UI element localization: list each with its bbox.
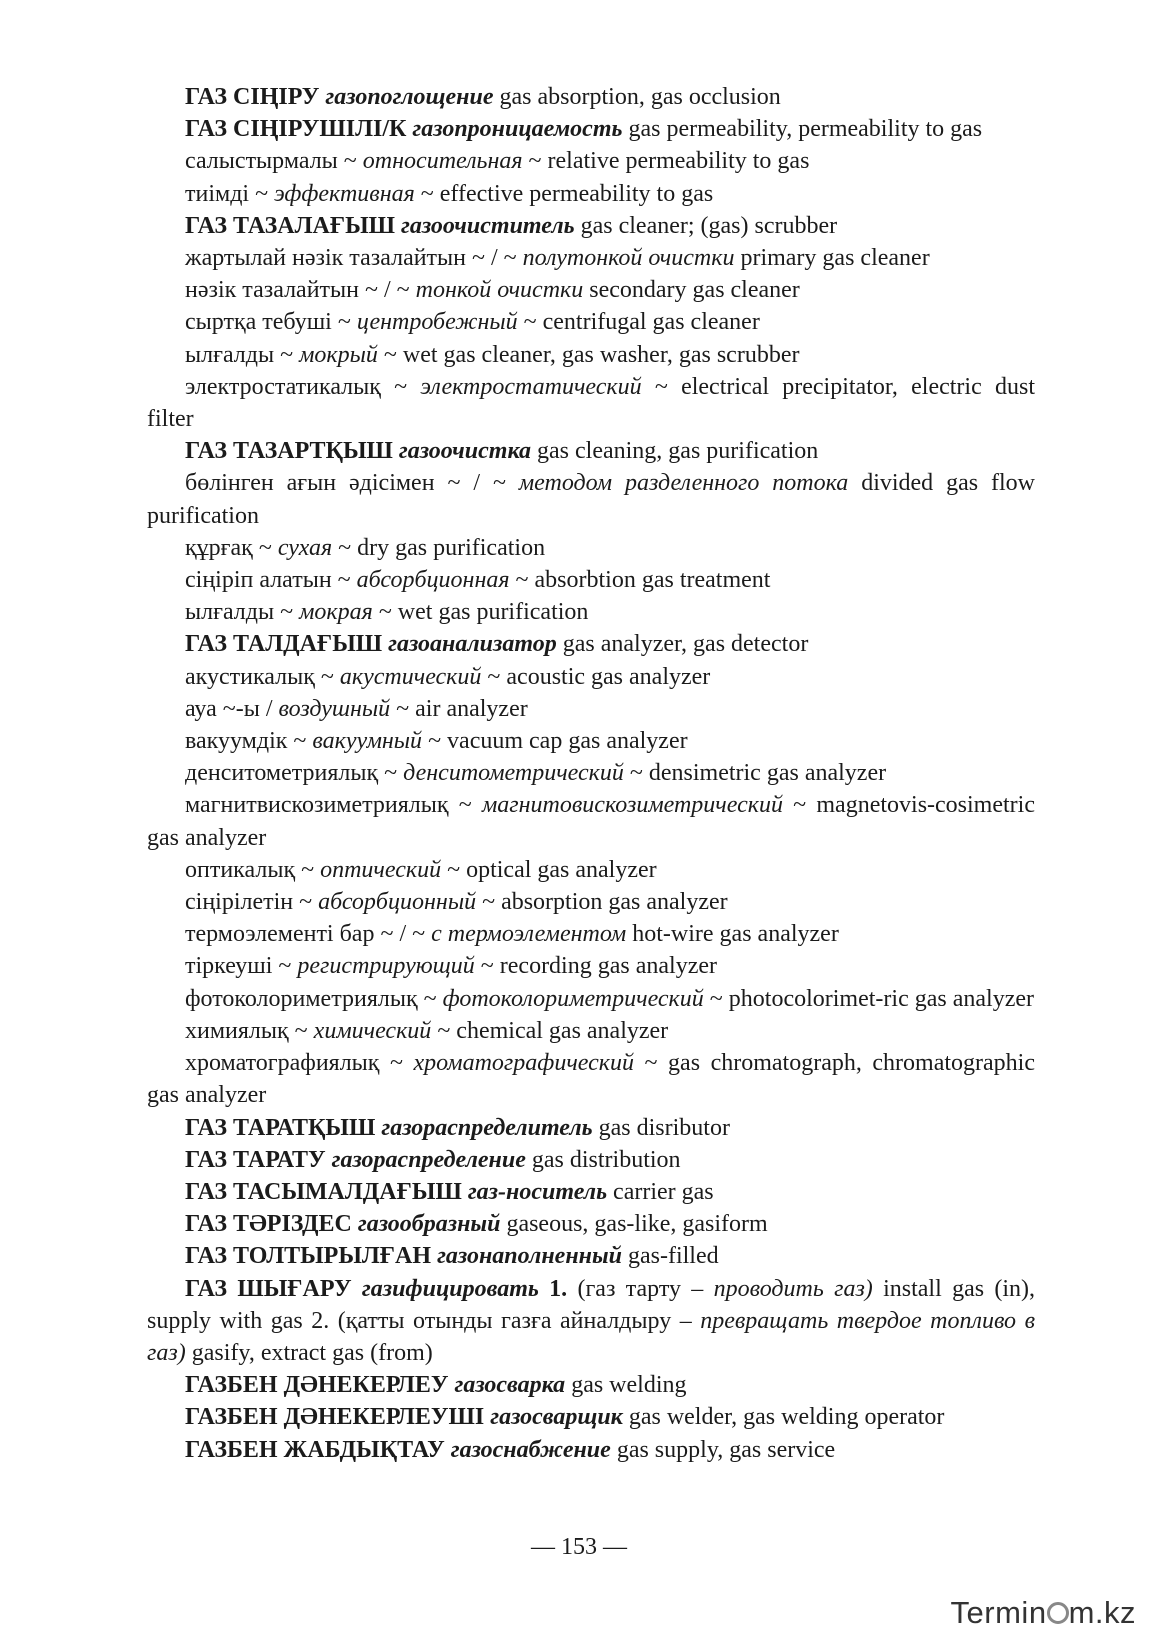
kazakh-term: ГАЗ ТАРАТҚЫШ xyxy=(185,1114,382,1141)
entry-text: (газ тарту – xyxy=(567,1275,714,1302)
kazakh-term: ГАЗБЕН ЖАБДЫҚТАУ xyxy=(185,1436,451,1463)
dictionary-entry xyxy=(147,564,1035,596)
dictionary-entry xyxy=(147,1047,1035,1111)
dictionary-entry xyxy=(147,145,1035,177)
entry-text: ~ gas chromatograph, chromatographic gas analyzer xyxy=(147,1050,1035,1109)
entry-text: сіңірілетін ~ xyxy=(185,889,319,916)
entry-text: hot-wire gas analyzer xyxy=(626,921,839,948)
dictionary-page xyxy=(147,81,1035,1466)
entry-text: ~ absorbtion gas treatment xyxy=(509,567,771,594)
dictionary-entry xyxy=(147,1144,1035,1176)
russian-term: газоочистка xyxy=(398,438,532,465)
dictionary-entry xyxy=(147,435,1035,467)
dictionary-entry xyxy=(147,918,1035,950)
russian-translation: мокрый xyxy=(299,341,378,368)
entry-text: құрғақ ~ xyxy=(185,534,278,561)
entry-text: ~ absorption gas analyzer xyxy=(476,889,728,916)
dictionary-entry xyxy=(147,757,1035,789)
russian-translation: абсорбционный xyxy=(318,889,477,916)
entry-text: вакуумдік ~ xyxy=(185,728,313,755)
russian-term: газонаполненный xyxy=(437,1243,622,1270)
russian-translation: центробежный xyxy=(356,309,518,336)
russian-term: газообразный xyxy=(357,1211,501,1238)
dictionary-entry xyxy=(147,1434,1035,1466)
entry-text: ауа ~-ы / xyxy=(185,695,279,722)
entry-text: сіңіріп алатын ~ xyxy=(185,567,357,594)
russian-term: газоанализатор xyxy=(388,631,557,658)
dictionary-entry xyxy=(147,950,1035,982)
entry-text: ~ electrical precipitator, electric dust filter xyxy=(147,373,1035,433)
entry-text: электростатикалық ~ xyxy=(185,373,421,400)
entry-text: gas-filled xyxy=(621,1243,719,1270)
entry-text: gas cleaner; (gas) scrubber xyxy=(574,212,838,239)
dictionary-entry xyxy=(147,532,1035,564)
russian-term: газоснабжение xyxy=(450,1436,611,1463)
russian-translation: регистрирующий xyxy=(297,953,475,980)
entry-text: фотоколориметриялық ~ xyxy=(185,985,443,1012)
russian-translation: с термоэлементом xyxy=(431,921,627,948)
dictionary-entry xyxy=(147,628,1035,660)
dictionary-entry xyxy=(147,178,1035,210)
dictionary-entry xyxy=(147,1176,1035,1208)
entry-text: тиімді ~ xyxy=(185,180,275,207)
entry-text: тіркеуші ~ xyxy=(185,953,298,980)
dictionary-entry xyxy=(147,725,1035,757)
russian-translation: проводить газ) xyxy=(713,1275,873,1302)
entry-text: акустикалық ~ xyxy=(185,663,340,690)
entry-text: жартылай нәзік тазалайтын ~ / ~ xyxy=(185,245,523,272)
dictionary-entry xyxy=(147,1208,1035,1240)
kazakh-term: ГАЗ ТАЗАЛАҒЫШ xyxy=(185,212,402,239)
dictionary-entry xyxy=(147,1273,1035,1370)
entry-text: сыртқа тебуші ~ xyxy=(185,309,357,336)
entry-text: ~ air analyzer xyxy=(390,695,528,722)
entry-text: secondary gas cleaner xyxy=(583,277,800,304)
entry-text: gas distribution xyxy=(525,1146,681,1173)
entry-text: gas absorption, gas occlusion xyxy=(493,84,781,110)
entry-text: gas supply, gas service xyxy=(610,1436,836,1463)
entry-text: хроматографиялық ~ xyxy=(185,1050,414,1077)
russian-translation: акустический xyxy=(339,663,482,690)
dictionary-entry xyxy=(147,371,1035,435)
entry-text: ~ recording gas analyzer xyxy=(474,953,717,980)
entry-text: ~ wet gas purification xyxy=(372,599,589,626)
dictionary-entry xyxy=(147,693,1035,725)
russian-translation: абсорбционная xyxy=(356,567,510,594)
russian-translation: превращать твердое топливо в газ) xyxy=(147,1307,1035,1366)
kazakh-term: ГАЗ ТАЗАРТҚЫШ xyxy=(185,438,399,465)
entry-text: ~ optical gas analyzer xyxy=(441,856,657,883)
dictionary-entry xyxy=(147,1369,1035,1401)
russian-term: газ-носитель xyxy=(467,1178,608,1205)
entry-text: primary gas cleaner xyxy=(734,245,930,272)
kazakh-term: ГАЗ ТӘРІЗДЕС xyxy=(185,1211,358,1238)
entry-text: ылғалды ~ xyxy=(185,341,300,368)
russian-translation: относительная xyxy=(362,148,523,175)
entry-text: gas welding xyxy=(565,1372,687,1399)
dictionary-entry xyxy=(147,306,1035,338)
russian-term: газоочиститель xyxy=(401,212,575,239)
entry-text: химиялық ~ xyxy=(185,1017,314,1044)
entry-text: gasify, extract gas (from) xyxy=(185,1339,433,1366)
dictionary-entry xyxy=(147,242,1035,274)
site-watermark xyxy=(951,1595,1136,1631)
russian-translation: магнитовискозиметрический xyxy=(481,792,783,819)
dictionary-entry xyxy=(147,210,1035,242)
watermark-text-end: m.kz xyxy=(1068,1595,1136,1630)
russian-translation: полутонкой очистки xyxy=(522,245,735,272)
entry-text: divided gas flow purification xyxy=(147,470,1035,529)
entry-text: install gas (in), supply with gas 2. (қатты отынды газға айналдыру – xyxy=(147,1275,1036,1334)
entry-text: ~ relative permeability to gas xyxy=(522,148,810,175)
watermark-text-start: Termin xyxy=(950,1595,1047,1630)
russian-term: газораспределитель xyxy=(381,1114,593,1141)
entry-text: нәзік тазалайтын ~ / ~ xyxy=(185,277,416,304)
entry-text: ~ chemical gas analyzer xyxy=(431,1017,669,1044)
entry-text: ~ wet gas cleaner, gas washer, gas scrubber xyxy=(377,341,800,368)
dictionary-entry xyxy=(147,1240,1035,1272)
kazakh-term: ГАЗ СІҢІРУШІЛІ/К xyxy=(185,116,413,143)
kazakh-term: ГАЗБЕН ДӘНЕКЕРЛЕУ xyxy=(185,1372,455,1399)
entry-text: gas welder, gas welding operator xyxy=(622,1404,945,1431)
entry-text: термоэлементі бар ~ / ~ xyxy=(185,921,432,948)
kazakh-term: ГАЗ ТАЛДАҒЫШ xyxy=(185,631,389,658)
kazakh-term: ГАЗ СІҢІРУ xyxy=(185,84,326,110)
entry-text: салыстырмалы ~ xyxy=(185,148,363,175)
russian-term: газосварка xyxy=(454,1372,566,1399)
entry-text: денситометриялық ~ xyxy=(185,760,404,787)
entry-text: ~ effective permeability to gas xyxy=(414,180,714,207)
russian-translation: воздушный xyxy=(278,695,391,722)
entry-text: ~ acoustic gas analyzer xyxy=(481,663,711,690)
entry-text: gaseous, gas-like, gasiform xyxy=(500,1211,768,1238)
russian-translation: тонкой очистки xyxy=(415,277,584,304)
russian-translation: химический xyxy=(313,1017,432,1044)
dictionary-entry xyxy=(147,854,1035,886)
dictionary-entry xyxy=(147,81,1035,113)
dictionary-entry xyxy=(147,113,1035,145)
entry-text: ~ magnetovis-cosimetric gas analyzer xyxy=(147,792,1035,851)
dictionary-entry xyxy=(147,1401,1035,1433)
magnifier-icon xyxy=(1047,1602,1069,1624)
dictionary-entry xyxy=(147,1112,1035,1144)
page-number: — 153 — xyxy=(531,1534,627,1560)
russian-term: газораспределение xyxy=(331,1146,526,1173)
kazakh-term: ГАЗ ТОЛТЫРЫЛҒАН xyxy=(185,1243,438,1270)
entry-text: gas disributor xyxy=(592,1114,730,1141)
entry-text: оптикалық ~ xyxy=(185,856,321,883)
russian-translation: электростатический xyxy=(420,373,642,400)
kazakh-term: ГАЗБЕН ДӘНЕКЕРЛЕУШІ xyxy=(185,1404,491,1431)
dictionary-entry xyxy=(147,789,1035,853)
entry-text: gas permeability, permeability to gas xyxy=(622,116,983,143)
entry-text: ~ vacuum cap gas analyzer xyxy=(422,728,688,755)
entry-text: ~ densimetric gas analyzer xyxy=(623,760,887,787)
entry-text: бөлінген ағын әдісімен ~ / ~ xyxy=(185,470,519,497)
kazakh-term: 1. xyxy=(538,1275,568,1302)
dictionary-entry xyxy=(147,661,1035,693)
russian-term: газифицировать xyxy=(361,1275,539,1302)
entry-text: ~ dry gas purification xyxy=(332,534,546,561)
dictionary-entry xyxy=(147,983,1035,1015)
russian-translation: сухая xyxy=(277,534,333,561)
dictionary-entry xyxy=(147,274,1035,306)
russian-translation: оптический xyxy=(320,856,442,883)
kazakh-term: ГАЗ ШЫҒАРУ xyxy=(185,1275,362,1302)
russian-translation: методом разделенного потока xyxy=(518,470,849,497)
russian-translation: эффективная xyxy=(274,180,415,207)
entry-text: ~ photocolorimet-ric gas analyzer xyxy=(703,985,1034,1012)
entry-text: ылғалды ~ xyxy=(185,599,300,626)
kazakh-term: ГАЗ ТАСЫМАЛДАҒЫШ xyxy=(185,1178,468,1205)
russian-translation: мокрая xyxy=(299,599,373,626)
dictionary-entry xyxy=(147,1015,1035,1047)
dictionary-entry xyxy=(147,339,1035,371)
entry-text: gas cleaning, gas purification xyxy=(531,438,819,465)
entry-text: carrier gas xyxy=(607,1178,714,1205)
dictionary-entry xyxy=(147,467,1035,531)
russian-translation: вакуумный xyxy=(312,728,423,755)
dictionary-entry xyxy=(147,886,1035,918)
russian-translation: денситометрический xyxy=(403,760,624,787)
russian-term: газопоглощение xyxy=(325,84,494,110)
russian-term: газосварщик xyxy=(490,1404,623,1431)
entry-text: gas analyzer, gas detector xyxy=(556,631,809,658)
entry-text: магнитвискозиметриялық ~ xyxy=(185,792,482,819)
russian-translation: фотоколориметрический xyxy=(442,985,704,1012)
russian-term: газопроницаемость xyxy=(412,116,623,143)
kazakh-term: ГАЗ ТАРАТУ xyxy=(185,1146,332,1173)
dictionary-entry xyxy=(147,596,1035,628)
russian-translation: хроматографический xyxy=(413,1050,634,1077)
entry-text: ~ centrifugal gas cleaner xyxy=(517,309,760,336)
